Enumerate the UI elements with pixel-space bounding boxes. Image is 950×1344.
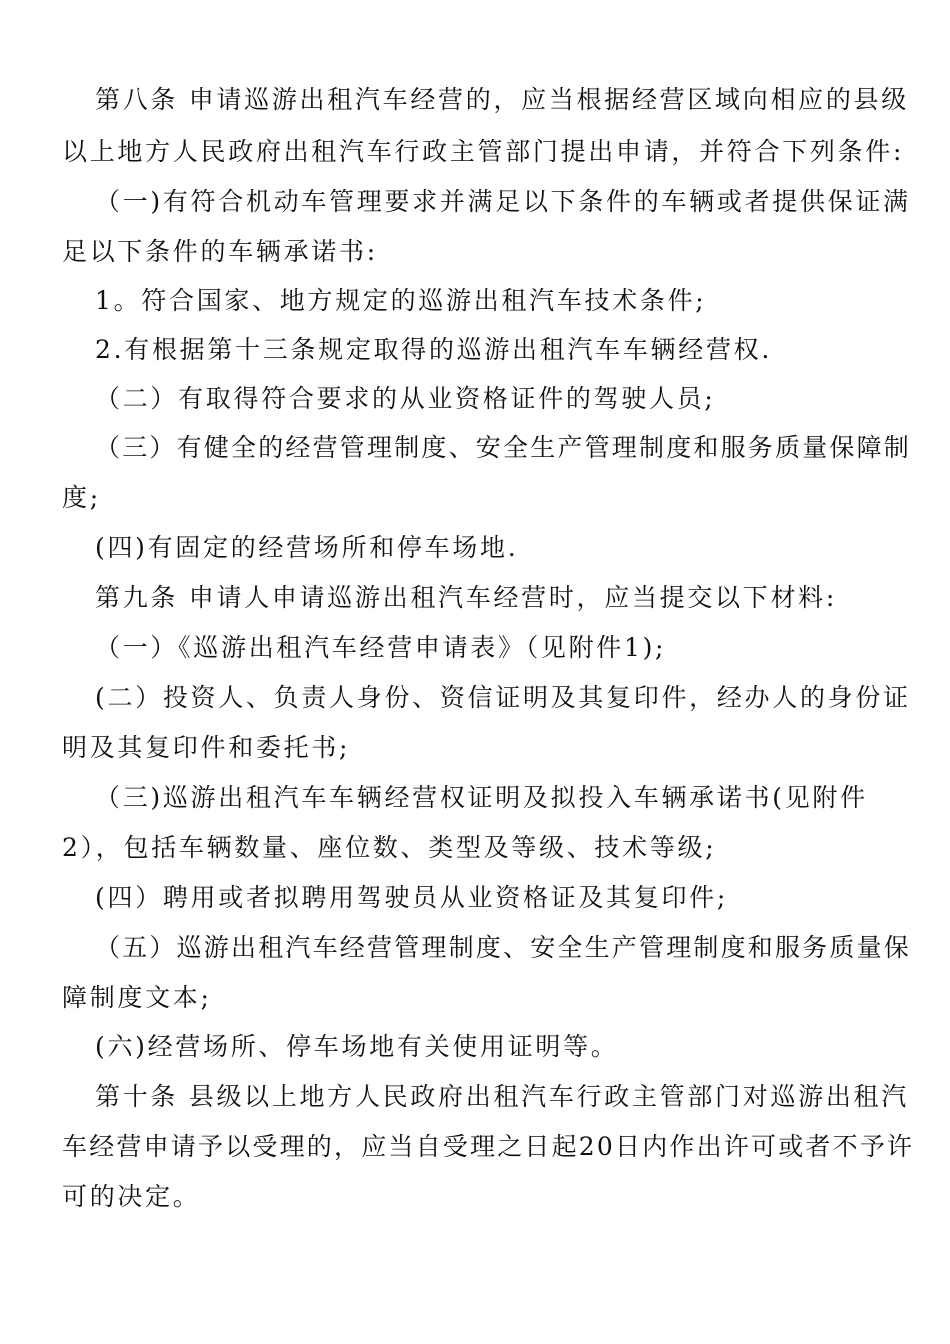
text-line: (四）聘用或者拟聘用驾驶员从业资格证及其复印件; xyxy=(95,883,728,912)
text-line: （五）巡游出租汽车经营管理制度、安全生产管理制度和服务质量保 xyxy=(95,933,912,962)
text-line: 2），包括车辆数量、座位数、类型及等级、技术等级; xyxy=(62,833,717,862)
text-line: 障制度文本; xyxy=(62,983,212,1012)
text-line: 第十条 县级以上地方人民政府出租汽车行政主管部门对巡游出租汽 xyxy=(95,1082,909,1111)
text-line: (四)有固定的经营场所和停车场地. xyxy=(95,533,519,562)
text-line: (六)经营场所、停车场地有关使用证明等。 xyxy=(95,1032,619,1061)
text-line: 2.有根据第十三条规定取得的巡游出租汽车车辆经营权. xyxy=(95,335,773,364)
text-line: （一）《巡游出租汽车经营申请表》（见附件1); xyxy=(95,633,667,662)
text-line: 明及其复印件和委托书; xyxy=(62,733,351,762)
text-line: 第九条 申请人申请巡游出租汽车经营时，应当提交以下材料: xyxy=(95,583,837,612)
text-line: 车经营申请予以受理的，应当自受理之日起20日内作出许可或者不予许 xyxy=(62,1132,915,1161)
text-line: 1。符合国家、地方规定的巡游出租汽车技术条件; xyxy=(95,286,707,315)
text-line: 以上地方人民政府出租汽车行政主管部门提出申请，并符合下列条件: xyxy=(62,137,905,166)
text-line: （三）有健全的经营管理制度、安全生产管理制度和服务质量保障制 xyxy=(95,433,912,462)
text-line: （三)巡游出租汽车车辆经营权证明及拟投入车辆承诺书(见附件 xyxy=(95,783,868,812)
text-line: 可的决定。 xyxy=(62,1182,201,1211)
text-line: （一)有符合机动车管理要求并满足以下条件的车辆或者提供保证满 xyxy=(95,187,911,216)
text-line: 足以下条件的车辆承诺书: xyxy=(62,237,378,266)
text-line: 第八条 申请巡游出租汽车经营的，应当根据经营区域向相应的县级 xyxy=(95,85,909,114)
text-line: 度; xyxy=(62,483,101,512)
text-line: （二）有取得符合要求的从业资格证件的驾驶人员; xyxy=(95,384,716,413)
text-line: (二）投资人、负责人身份、资信证明及其复印件，经办人的身份证 xyxy=(95,683,911,712)
